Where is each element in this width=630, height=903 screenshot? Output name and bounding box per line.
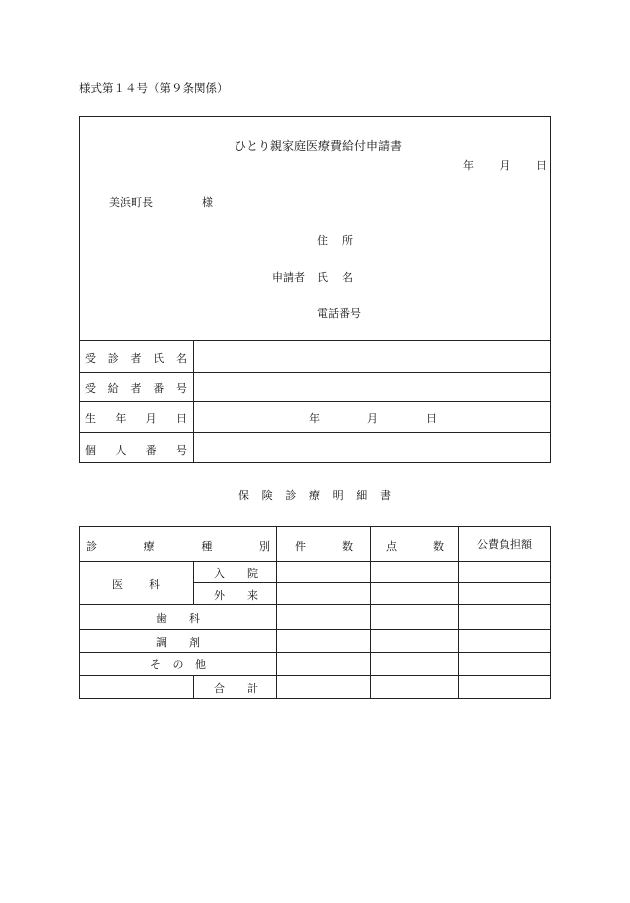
application-date xyxy=(463,157,547,173)
phone-label: 電話番号 xyxy=(317,307,361,320)
column-divider xyxy=(276,527,277,698)
dispensing-label: 調 剤 xyxy=(156,636,200,649)
applicant-label: 申請者 xyxy=(272,271,305,284)
date-day-label: 日 xyxy=(536,159,547,172)
birthdate-month-unit: 月 xyxy=(367,412,378,425)
name-label: 氏 名 xyxy=(317,271,353,284)
divider xyxy=(80,340,550,341)
row-divider xyxy=(80,629,550,630)
birthdate-label: 生 年 月 日 xyxy=(85,412,187,425)
row-divider xyxy=(80,561,550,562)
address-label: 住 所 xyxy=(317,234,353,247)
header-public-burden: 公費負担額 xyxy=(477,538,532,551)
other-label: そ の 他 xyxy=(150,658,206,671)
addressee-honorific: 様 xyxy=(202,196,213,209)
row-divider xyxy=(80,675,550,676)
header-points: 点 数 xyxy=(386,540,444,553)
row-divider xyxy=(80,604,550,605)
outpatient-label: 外 来 xyxy=(214,589,258,602)
divider xyxy=(80,401,550,402)
column-divider xyxy=(193,340,194,463)
form-number: 様式第１４号（第９条関係） xyxy=(79,81,229,95)
details-table xyxy=(79,526,551,699)
divider xyxy=(80,432,550,433)
birthdate-year-unit: 年 xyxy=(309,412,320,425)
header-count: 件 数 xyxy=(295,540,353,553)
column-divider xyxy=(370,527,371,698)
patient-name-label: 受 診 者 氏 名 xyxy=(85,352,187,365)
row-divider xyxy=(193,582,276,583)
divider xyxy=(80,372,550,373)
row-divider xyxy=(276,582,550,583)
application-box xyxy=(79,116,551,463)
column-divider xyxy=(193,675,194,698)
medical-label: 医 科 xyxy=(112,578,160,591)
inpatient-label: 入 院 xyxy=(214,567,258,580)
individual-number-label: 個 人 番 号 xyxy=(85,444,187,457)
birthdate-day-unit: 日 xyxy=(426,412,437,425)
addressee-mayor: 美浜町長 xyxy=(109,196,153,209)
row-divider xyxy=(80,652,550,653)
header-category: 診 療 種 別 xyxy=(86,540,270,553)
form-title: ひとり親家庭医療費給付申請書 xyxy=(234,139,403,153)
total-label: 合 計 xyxy=(214,682,258,695)
date-month-label: 月 xyxy=(499,159,511,172)
dental-label: 歯 科 xyxy=(156,612,200,625)
column-divider xyxy=(193,561,194,604)
date-year-label: 年 xyxy=(463,159,474,172)
recipient-number-label: 受 給 者 番 号 xyxy=(85,382,187,395)
details-title: 保 険 診 療 明 細 書 xyxy=(238,489,391,502)
